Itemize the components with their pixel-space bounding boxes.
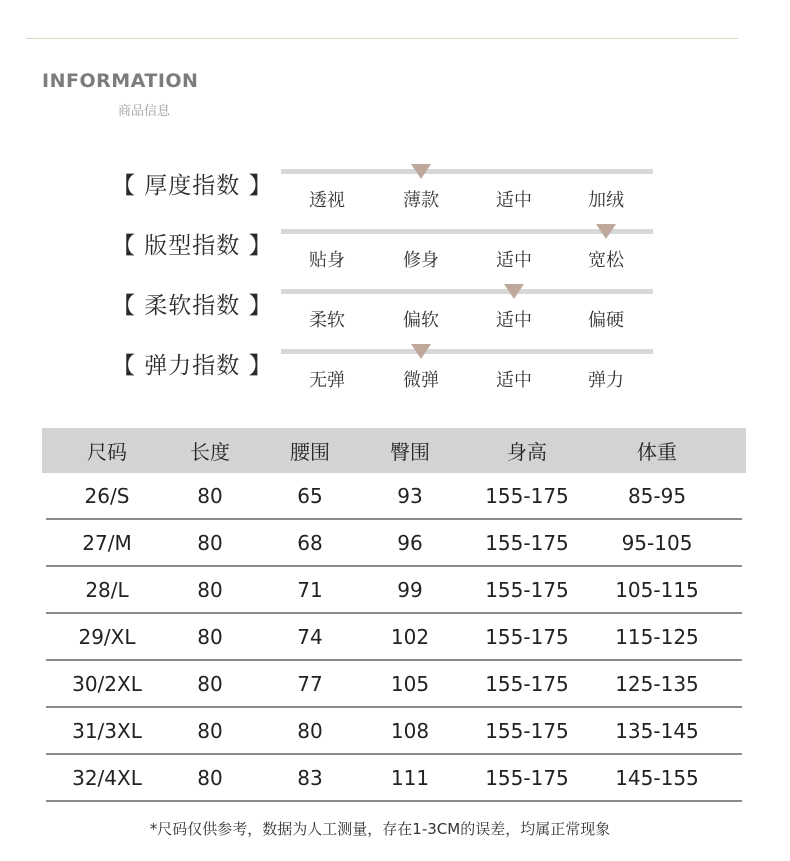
cell-weight: 135-145 xyxy=(615,718,699,743)
index-label: 【 版型指数 】 xyxy=(112,233,273,259)
section-subtitle: 商品信息 xyxy=(118,104,171,119)
cell-height: 155-175 xyxy=(485,671,569,696)
index-option: 偏软 xyxy=(403,310,439,331)
index-option: 宽松 xyxy=(588,250,624,271)
footnote: *尺码仅供参考，数据为人工测量，存在1-3CM的误差，均属正常现象 xyxy=(149,820,611,838)
table-row xyxy=(46,708,742,755)
index-option: 薄款 xyxy=(403,190,439,211)
cell-weight: 125-135 xyxy=(615,671,699,696)
index-label: 【 厚度指数 】 xyxy=(112,173,273,199)
index-option: 适中 xyxy=(496,250,532,271)
cell-waist: 77 xyxy=(297,671,323,696)
cell-length: 80 xyxy=(197,577,223,602)
section-title: INFORMATION xyxy=(42,70,199,92)
header-waist: 腰围 xyxy=(290,440,330,464)
cell-waist: 83 xyxy=(297,765,323,790)
cell-length: 80 xyxy=(197,530,223,555)
cell-height: 155-175 xyxy=(485,624,569,649)
cell-hip: 93 xyxy=(397,483,423,508)
cell-size: 29/XL xyxy=(78,624,136,649)
cell-weight: 105-115 xyxy=(615,577,699,602)
index-option: 加绒 xyxy=(588,190,624,211)
index-option: 弹力 xyxy=(588,370,624,391)
index-option: 微弹 xyxy=(403,370,439,391)
cell-waist: 68 xyxy=(297,530,323,555)
index-option: 无弹 xyxy=(309,370,345,391)
index-option: 适中 xyxy=(496,370,532,391)
index-bar xyxy=(281,289,653,294)
index-bar xyxy=(281,169,653,174)
table-row xyxy=(46,661,742,708)
table-row xyxy=(46,473,742,520)
cell-size: 32/4XL xyxy=(72,765,142,790)
header-hip: 臀围 xyxy=(390,440,430,464)
index-marker xyxy=(411,344,431,359)
cell-waist: 80 xyxy=(297,718,323,743)
cell-size: 31/3XL xyxy=(72,718,142,743)
table-row xyxy=(46,755,742,802)
cell-height: 155-175 xyxy=(485,718,569,743)
header-length: 长度 xyxy=(190,440,230,464)
cell-height: 155-175 xyxy=(485,530,569,555)
index-label: 【 柔软指数 】 xyxy=(112,293,273,319)
top-divider xyxy=(26,38,738,39)
cell-waist: 74 xyxy=(297,624,323,649)
index-option: 适中 xyxy=(496,190,532,211)
cell-hip: 99 xyxy=(397,577,423,602)
size-table xyxy=(42,428,746,802)
cell-size: 30/2XL xyxy=(72,671,142,696)
index-option: 修身 xyxy=(403,250,439,271)
index-marker xyxy=(596,224,616,239)
cell-size: 26/S xyxy=(84,483,130,508)
cell-waist: 65 xyxy=(297,483,323,508)
index-option: 柔软 xyxy=(309,310,345,331)
index-option: 贴身 xyxy=(309,250,345,271)
cell-hip: 105 xyxy=(390,671,430,696)
index-option: 适中 xyxy=(496,310,532,331)
cell-hip: 108 xyxy=(390,718,430,743)
index-bar xyxy=(281,349,653,354)
cell-weight: 115-125 xyxy=(615,624,699,649)
table-row xyxy=(46,567,742,614)
cell-height: 155-175 xyxy=(485,765,569,790)
cell-weight: 145-155 xyxy=(615,765,699,790)
cell-hip: 96 xyxy=(397,530,423,555)
table-row xyxy=(46,614,742,661)
cell-size: 27/M xyxy=(82,530,132,555)
index-option: 透视 xyxy=(309,190,345,211)
cell-length: 80 xyxy=(197,671,223,696)
table-row xyxy=(46,520,742,567)
cell-height: 155-175 xyxy=(485,483,569,508)
cell-length: 80 xyxy=(197,624,223,649)
cell-length: 80 xyxy=(197,765,223,790)
index-marker xyxy=(411,164,431,179)
cell-weight: 95-105 xyxy=(621,530,693,555)
index-marker xyxy=(504,284,524,299)
cell-hip: 102 xyxy=(390,624,430,649)
cell-weight: 85-95 xyxy=(627,483,687,508)
header-height: 身高 xyxy=(507,440,547,464)
cell-length: 80 xyxy=(197,483,223,508)
cell-hip: 111 xyxy=(390,765,430,790)
size-table-body xyxy=(42,473,746,802)
size-table-header xyxy=(42,428,746,473)
header-size: 尺码 xyxy=(87,440,127,464)
cell-size: 28/L xyxy=(85,577,129,602)
index-label: 【 弹力指数 】 xyxy=(112,353,273,379)
cell-height: 155-175 xyxy=(485,577,569,602)
index-option: 偏硬 xyxy=(588,310,624,331)
header-weight: 体重 xyxy=(637,440,677,464)
cell-waist: 71 xyxy=(297,577,323,602)
cell-length: 80 xyxy=(197,718,223,743)
